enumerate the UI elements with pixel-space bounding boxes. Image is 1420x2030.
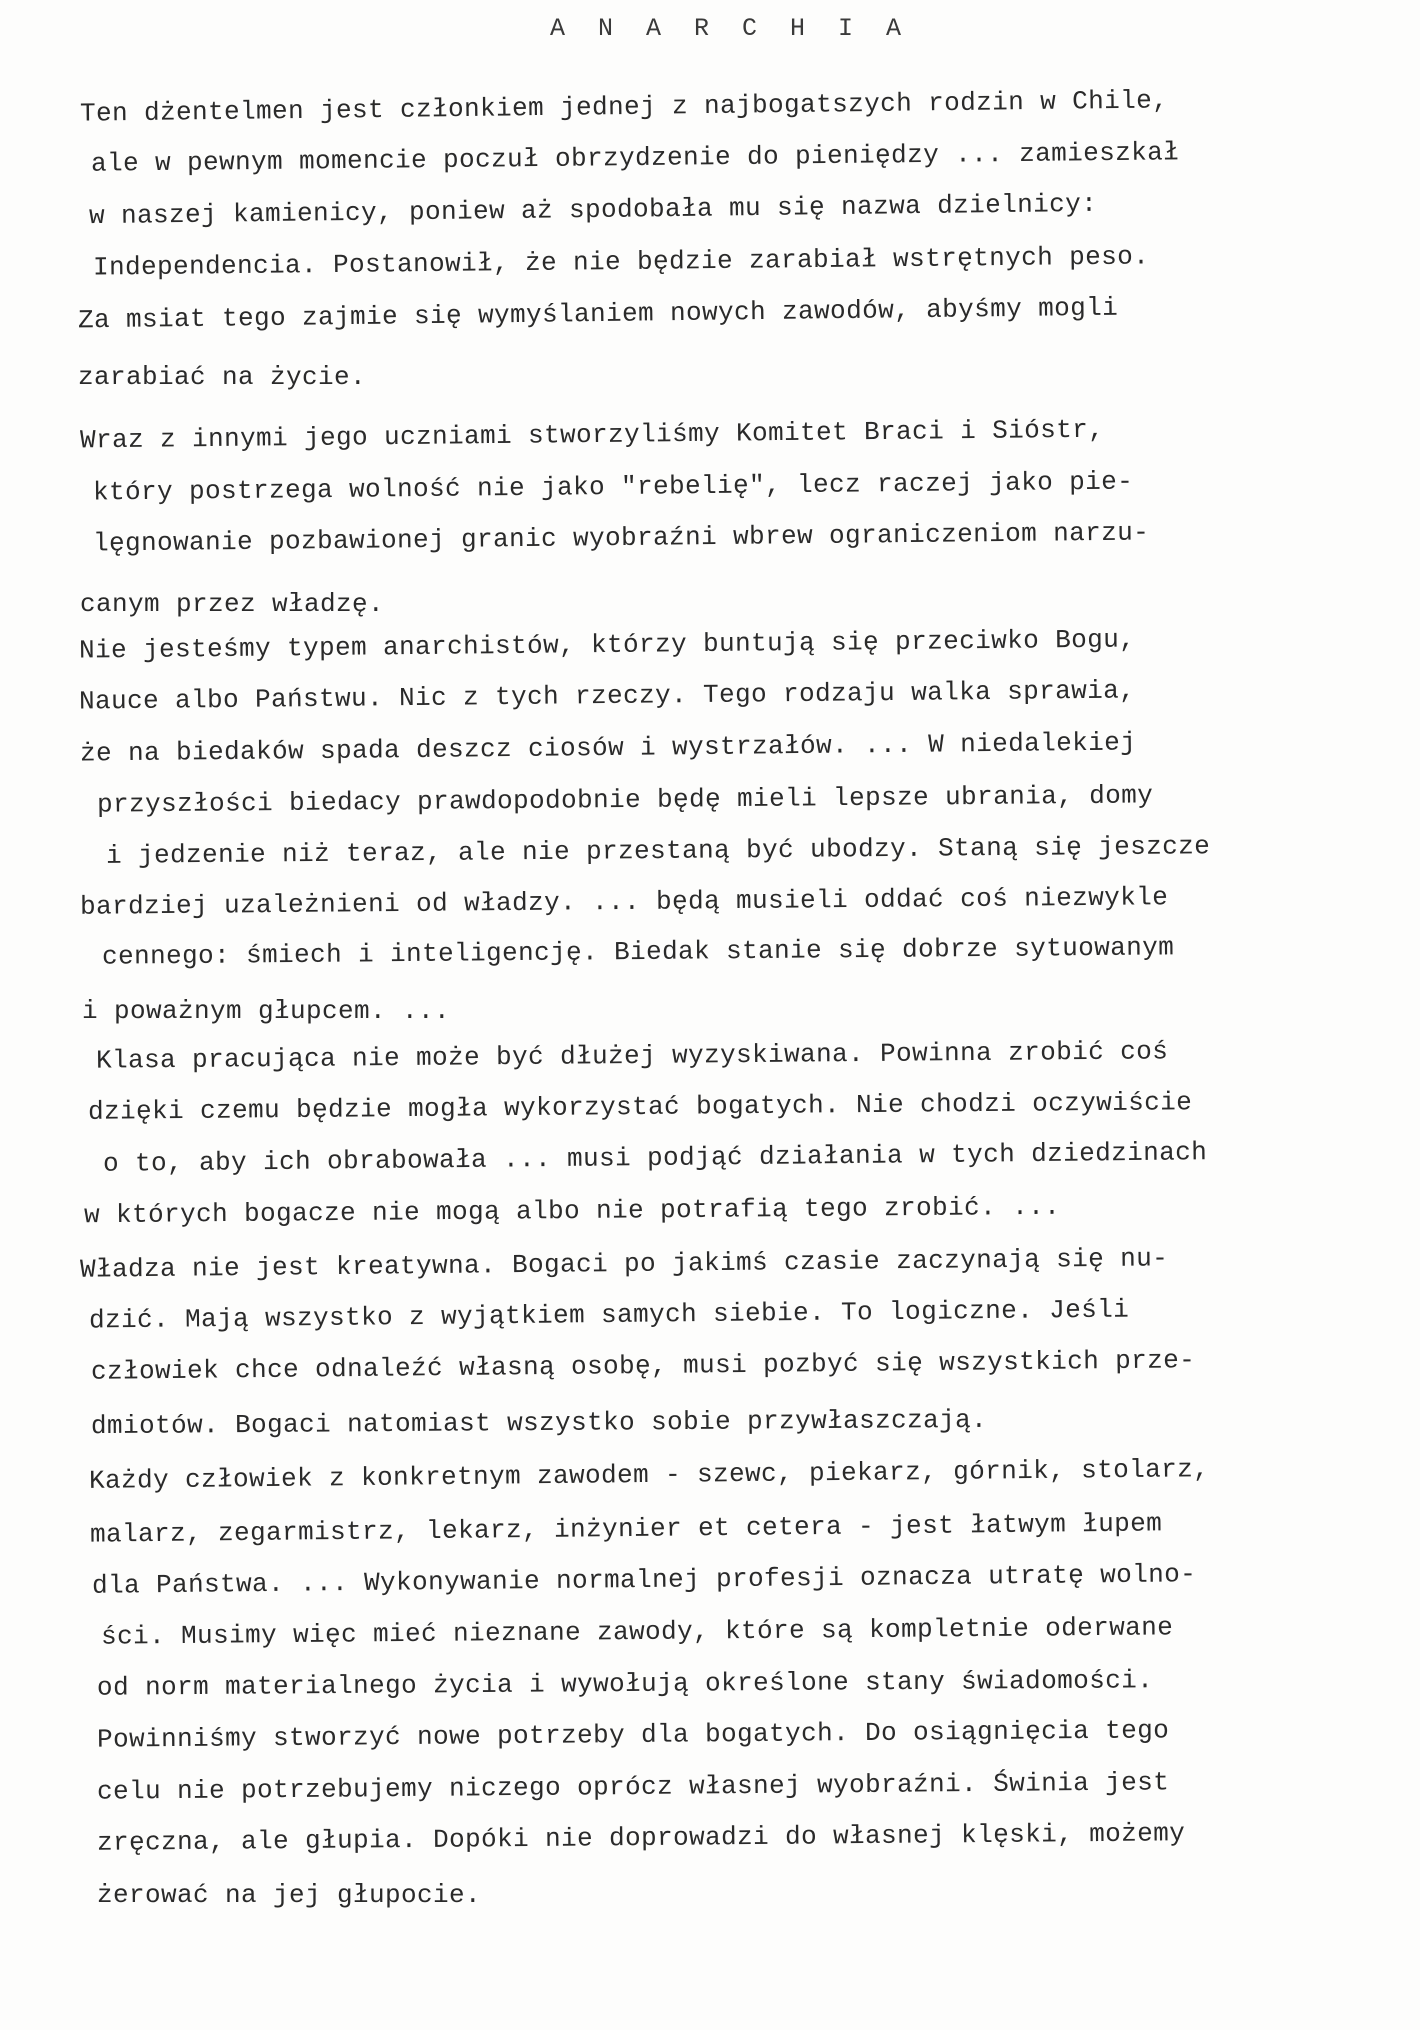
text-line: Independencia. Postanowił, że nie będzie zarabiał wstrętnych peso. — [92, 241, 1150, 283]
text-line: ale w pewnym momencie poczuł obrzydzenie do pieniędzy ... zamieszkał — [90, 137, 1180, 179]
text-line: Klasa pracująca nie może być dłużej wyzyskiwana. Powinna zrobić coś — [95, 1036, 1169, 1076]
text-line: Każdy człowiek z konkretnym zawodem - szewc, piekarz, górnik, stolarz, — [88, 1454, 1210, 1496]
text-line: dla Państwa. ... Wykonywanie normalnej profesji oznacza utratę wolno- — [91, 1559, 1197, 1601]
text-line: malarz, zegarmistrz, lekarz, inżynier et cetera - jest łatwym łupem — [89, 1508, 1163, 1550]
text-line: i jedzenie niż teraz, ale nie przestaną być ubodzy. Staną się jeszcze — [105, 831, 1211, 871]
text-line: w naszej kamienicy, poniew aż spodobała mu się nazwa dzielnicy: — [88, 188, 1098, 232]
text-line: Nauce albo Państwu. Nic z tych rzeczy. Tego rodzaju walka sprawia, — [78, 675, 1136, 717]
text-line: żerować na jej głupocie. — [97, 1880, 482, 1910]
text-line: przyszłości biedacy prawdopodobnie będę mieli lepsze ubrania, domy — [96, 780, 1154, 820]
text-line: celu nie potrzebujemy niczego oprócz własnej wyobraźni. Świnia jest — [96, 1767, 1170, 1807]
text-line: Powinniśmy stworzyć nowe potrzeby dla bogatych. Do osiągnięcia tego — [96, 1715, 1170, 1755]
text-line: Ten dżentelmen jest członkiem jednej z najbogatszych rodzin w Chile, — [79, 85, 1169, 129]
text-line: Władza nie jest kreatywna. Bogaci po jakimś czasie zaczynają się nu- — [79, 1243, 1169, 1285]
text-line: ści. Musimy więc mieć nieznane zawody, które są kompletnie oderwane — [100, 1612, 1174, 1652]
text-line: zarabiać na życie. — [78, 362, 367, 392]
text-line: dzięki czemu będzie mogła wykorzystać bogatych. Nie chodzi oczywiście — [87, 1087, 1193, 1127]
text-line: dzić. Mają wszystko z wyjątkiem samych siebie. To logiczne. Jeśli — [88, 1294, 1130, 1336]
text-line: który postrzega wolność nie jako "rebelię", lecz raczej jako pie- — [92, 466, 1134, 508]
text-line: Wraz z innymi jego uczniami stworzyliśmy Komitet Braci i Sióstr, — [79, 414, 1105, 456]
text-line: bardziej uzależnieni od władzy. ... będą musieli oddać coś niezwykle — [79, 882, 1169, 922]
text-line: cennego: śmiech i inteligencję. Biedak stanie się dobrze sytuowanym — [101, 932, 1175, 972]
text-line: o to, aby ich obrabowała ... musi podjąć działania w tych dziedzinach — [102, 1137, 1208, 1179]
text-line: Za msiat tego zajmie się wymyślaniem nowych zawodów, abyśmy mogli — [77, 292, 1119, 336]
text-line: lęgnowanie pozbawionej granic wyobraźni wbrew ograniczeniom narzu- — [92, 517, 1150, 559]
text-line: że na biedaków spada deszcz ciosów i wystrzałów. ... W niedalekiej — [79, 727, 1137, 769]
text-line: Nie jesteśmy typem anarchistów, którzy buntują się przeciwko Bogu, — [78, 624, 1136, 666]
page-title: A N A R C H I A — [549, 14, 911, 43]
text-line: zręczna, ale głupia. Dopóki nie doprowadzi do własnej klęski, możemy — [96, 1818, 1186, 1858]
text-line: od norm materialnego życia i wywołują określone stany świadomości. — [96, 1665, 1154, 1703]
text-line: canym przez władzę. — [80, 589, 385, 619]
text-line: człowiek chce odnaleźć własną osobę, musi pozbyć się wszystkich prze- — [90, 1345, 1196, 1387]
text-line: w których bogacze nie mogą albo nie potrafią tego zrobić. ... — [83, 1191, 1061, 1231]
text-line: dmiotów. Bogaci natomiast wszystko sobie przywłaszczają. — [90, 1404, 988, 1442]
text-line: i poważnym głupcem. ... — [82, 996, 451, 1026]
